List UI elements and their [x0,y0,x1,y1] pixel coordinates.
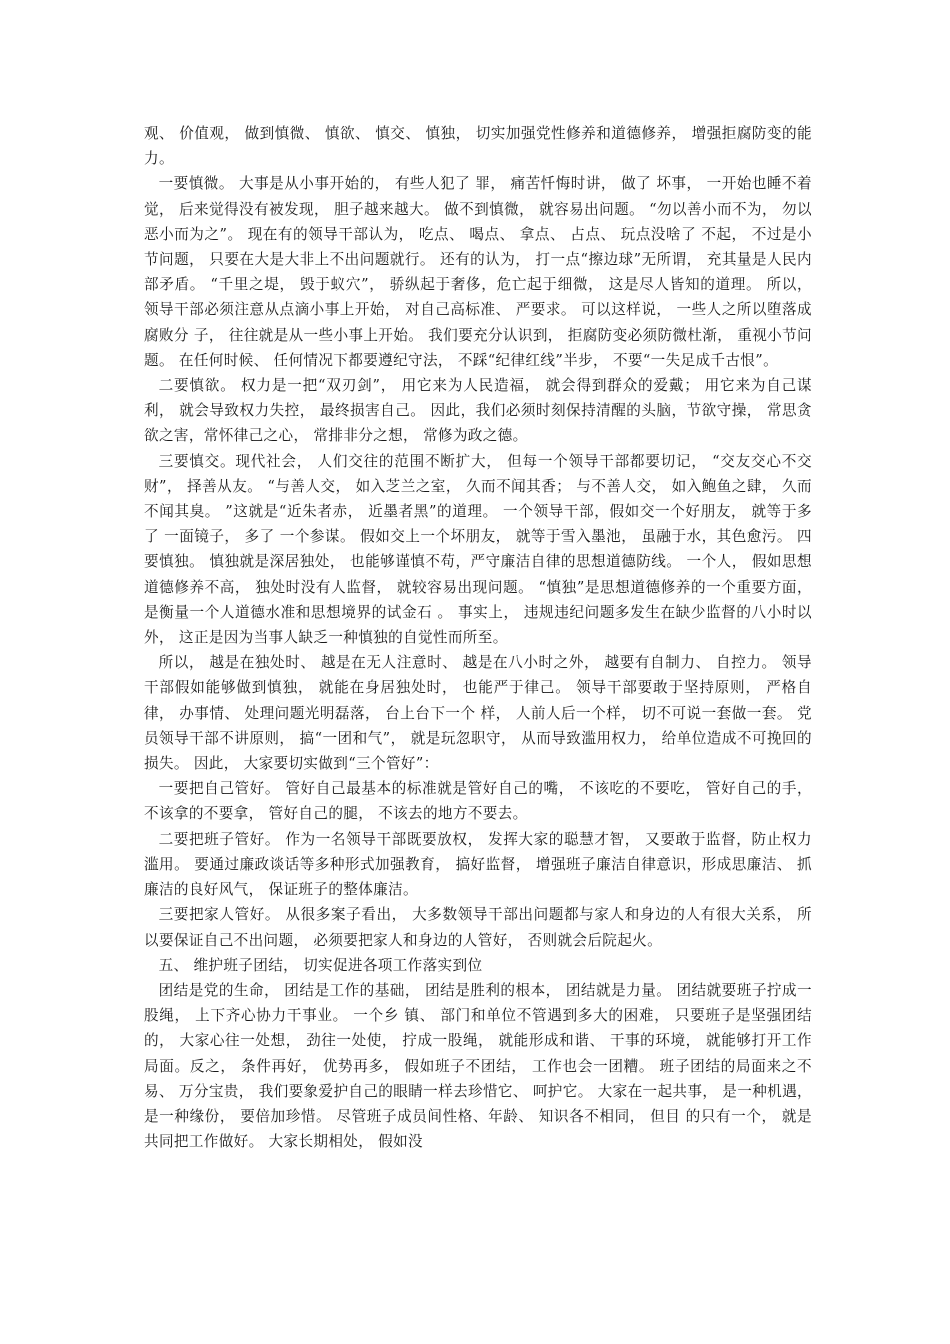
document-page [144,121,812,1154]
paragraph-shen-jiao-shen-du: 三要慎交。现代社会， 人们交往的范围不断扩大， 但每一个领导干部都要切记， “交友交心不交财”， 择善从友。 “与善人交， 如入芝兰之室， 久而不闻其香； 与不善人交， 如入鲍鱼之肆， 久而不闻其臭。 ”这就是“近朱者赤， 近墨者黑”的道理。 一个领导干部，假如交一个好朋友， 就等于多了 一面镜子， 多了 一个参谋。 假如交上一个坏朋友， 就等于雪入墨池， 虽融于水，其色愈污。 四要慎独。 慎独就是深居独处， 也能够谨慎不苟，严守廉洁自律的思想道德防线。 一个人， 假如思想道德修养不高， 独处时没有人监督， 就较容易出现问题。 “慎独”是思想道德修养的一个重要方面， 是衡量一个人道德水准和思想境界的试金石 。 事实上， 违规违纪问题多发生在缺少监督的八小时以外， 这正是因为当事人缺乏一种慎独的自觉性而所至。 [144,452,812,647]
paragraph-shen-yu: 二要慎欲。 权力是一把“双刃剑”， 用它来为人民造福， 就会得到群众的爱戴； 用它来为自己谋利， 就会导致权力失控， 最终损害自己。 因此，我们必须时刻保持清醒的头脑，节欲守操， 常思贪欲之害，常怀律己之心， 常排非分之想， 常修为政之德。 [144,377,812,445]
paragraph-team-unity: 团结是党的生命， 团结是工作的基础， 团结是胜利的根本， 团结就是力量。 团结就要班子拧成一股绳， 上下齐心协力干事业。 一个乡 镇、 部门和单位不管遇到多大的困难， 只要班子是坚强团结的， 大家心往一处想， 劲往一处使， 拧成一股绳， 就能形成和谐、 干事的环境， 就能够打开工作局面。反之， 条件再好， 优势再多， 假如班子不团结， 工作也会一团糟。 班子团结的局面来之不易、 万分宝贵， 我们要象爱护自己的眼睛一样去珍惜它、 呵护它。 大家在一起共事， 是一种机遇， 是一种缘份， 要倍加珍惜。 尽管班子成员间性格、年龄、 知识各不相同， 但目 的只有一个， 就是共同把工作做好。 大家长期相处， 假如没 [144,981,812,1151]
paragraph-self-discipline: 所以， 越是在独处时、 越是在无人注意时、 越是在八小时之外， 越要有自制力、 自控力。 领导干部假如能够做到慎独， 就能在身居独处时， 也能严于律己。 领导干部要敢于坚持原则， 严格自律， 办事情、 处理问题光明磊落， 台上台下一个 样， 人前人后一个样， 切不可说一套做一套。 党员领导干部不讲原则， 搞“一团和气”， 就是玩忽职守， 从而导致滥用权力， 给单位造成不可挽回的损失。 因此， 大家要切实做到“三个管好”： [144,654,812,773]
paragraph-manage-team: 二要把班子管好。 作为一名领导干部既要放权， 发挥大家的聪慧才智， 又要敢于监督，防止权力滥用。 要通过廉政谈话等多种形式加强教育， 搞好监督， 增强班子廉洁自律意识，形成思廉洁、 抓廉洁的良好风气， 保证班子的整体廉洁。 [144,830,812,899]
paragraph-manage-self: 一要把自己管好。 管好自己最基本的标准就是管好自己的嘴， 不该吃的不要吃， 管好自己的手，不该拿的不要拿， 管好自己的腿， 不该去的地方不要去。 [144,780,812,823]
paragraph-virtues-intro: 观、 价值观， 做到慎微、 慎欲、 慎交、 慎独， 切实加强党性修养和道德修养， 增强拒腐防变的能力。 [144,125,812,168]
paragraph-manage-family: 三要把家人管好。 从很多案子看出， 大多数领导干部出问题都与家人和身边的人有很大关系， 所以要保证自己不出问题， 必须要把家人和身边的人管好， 否则就会后院起火。 [144,906,812,949]
section-heading-five: 五、 维护班子团结， 切实促进各项工作落实到位 [158,956,483,974]
paragraph-shen-wei: 一要慎微。 大事是从小事开始的， 有些人犯了 罪， 痛苦忏悔时讲， 做了 坏事， 一开始也睡不着觉， 后来觉得没有被发现， 胆子越来越大。 做不到慎微， 就容易出问题。 “勿以善小而不为， 勿以恶小而为之”。 现在有的领导干部认为， 吃点、 喝点、 拿点、 占点、 玩点没啥了 不起， 不过是小节问题， 只要在大是大非上不出问题就行。 还有的认为， 打一点“擦边球”无所谓， 充其量是人民内部矛盾。 “千里之堤， 毁于蚁穴”， 骄纵起于奢侈，危亡起于细微， 这是尽人皆知的道理。 所以， 领导干部必须注意从点滴小事上开始， 对自己高标准、 严要求。 可以这样说， 一些人之所以堕落成腐败分 子， 往往就是从一些小事上开始。 我们要充分认识到， 拒腐防变必须防微杜渐， 重视小节问题。 在任何时候、 任何情况下都要遵纪守法， 不踩“纪律红线”半步， 不要“一失足成千古恨”。 [144,175,812,369]
